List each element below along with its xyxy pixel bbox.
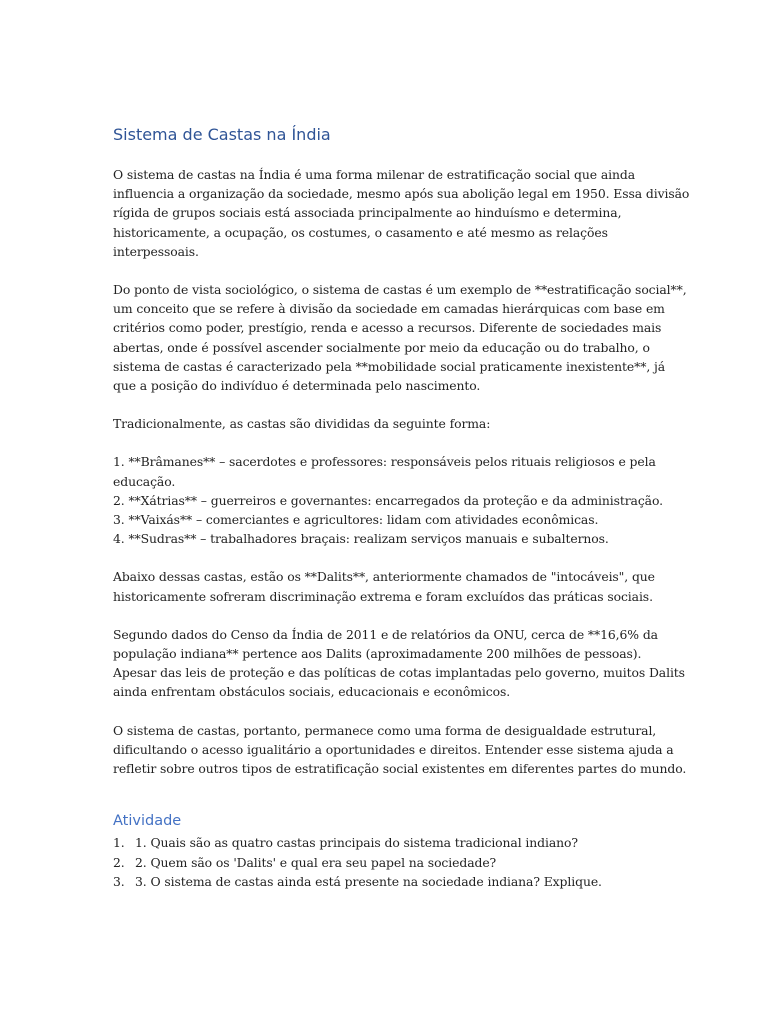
text-line: abertas, onde é possível ascender socialmente por meio da educação ou do trabalho, o	[113, 339, 650, 355]
caste-list	[113, 452, 663, 548]
text-line: historicamente, a ocupação, os costumes, o casamento e até mesmo as relações	[113, 224, 608, 240]
text-line: 3. **Vaixás** – comerciantes e agricultores: lidam com atividades econômicas.	[113, 512, 599, 528]
list-item	[113, 491, 663, 510]
text-line: critérios como poder, prestígio, renda e acesso a recursos. Diferente de sociedades mais	[113, 320, 662, 336]
activity-item	[113, 833, 658, 853]
text-line: Tradicionalmente, as castas são divididas da seguinte forma:	[113, 416, 491, 432]
list-item	[113, 452, 658, 490]
question-text: 1. Quais são as quatro castas principais do sistema tradicional indiano?	[135, 835, 578, 851]
text-line: um conceito que se refere à divisão da sociedade em camadas hierárquicas com base em	[113, 301, 665, 317]
text-line: Apesar das leis de proteção e das políticas de cotas implantadas pelo governo, muitos Dalits	[113, 665, 685, 681]
activity-list	[113, 833, 658, 892]
question-text: 2. Quem são os 'Dalits' e qual era seu papel na sociedade?	[135, 854, 497, 870]
text-line: população indiana** pertence aos Dalits (aproximadamente 200 milhões de pessoas).	[113, 646, 642, 662]
activity-heading: Atividade	[113, 813, 182, 830]
text-line: Abaixo dessas castas, estão os **Dalits**, anteriormente chamados de "intocáveis", que	[113, 569, 655, 585]
question-text: 3. O sistema de castas ainda está presente na sociedade indiana? Explique.	[135, 874, 602, 890]
activity-item	[113, 872, 658, 892]
paragraph-intro	[113, 165, 690, 261]
activity-item	[113, 853, 658, 873]
text-line: influencia a organização da sociedade, mesmo após sua abolição legal em 1950. Essa divisão	[113, 186, 690, 202]
text-line: Segundo dados do Censo da Índia de 2011 e de relatórios da ONU, cerca de **16,6% da	[113, 626, 658, 642]
text-line: 2. **Xátrias** – guerreiros e governantes: encarregados da proteção e da administração.	[113, 492, 663, 508]
list-item	[113, 529, 658, 548]
list-number: 2.	[113, 854, 125, 870]
text-line: sistema de castas é caracterizado pela **mobilidade social praticamente inexistente**, já	[113, 358, 666, 374]
text-line: ainda enfrentam obstáculos sociais, educacionais e econômicos.	[113, 684, 511, 700]
text-line: historicamente sofreram discriminação extrema e foram excluídos das práticas sociais.	[113, 588, 653, 604]
text-line: O sistema de castas, portanto, permanece como uma forma de desigualdade estrutural,	[113, 722, 657, 738]
text-line: que a posição do indivíduo é determinada pelo nascimento.	[113, 378, 481, 394]
paragraph-census	[113, 625, 685, 702]
list-item	[113, 510, 658, 529]
paragraph-sociological	[113, 280, 687, 395]
text-line: interpessoais.	[113, 243, 199, 259]
list-number: 1.	[113, 835, 125, 851]
paragraph-dalits	[113, 567, 658, 605]
text-line: 1. **Brâmanes** – sacerdotes e professores: responsáveis pelos rituais religiosos e pela	[113, 454, 656, 470]
text-line: rígida de grupos sociais está associada principalmente ao hinduísmo e determina,	[113, 205, 622, 221]
text-line: O sistema de castas na Índia é uma forma milenar de estratificação social que ainda	[113, 167, 635, 182]
document-page	[113, 122, 690, 892]
text-line: educação.	[113, 473, 176, 489]
text-line: 4. **Sudras** – trabalhadores braçais: realizam serviços manuais e subalternos.	[113, 531, 609, 547]
list-number: 3.	[113, 874, 125, 890]
text-line: refletir sobre outros tipos de estratificação social existentes em diferentes partes do mundo.	[113, 761, 687, 777]
document-title: Sistema de Castas na Índia	[113, 125, 331, 144]
paragraph-division-intro	[113, 414, 658, 433]
paragraph-conclusion	[113, 721, 687, 779]
text-line: Do ponto de vista sociológico, o sistema de castas é um exemplo de **estratificação social**,	[113, 282, 687, 298]
text-line: dificultando o acesso igualitário a oportunidades e direitos. Entender esse sistema ajuda a	[113, 741, 674, 757]
